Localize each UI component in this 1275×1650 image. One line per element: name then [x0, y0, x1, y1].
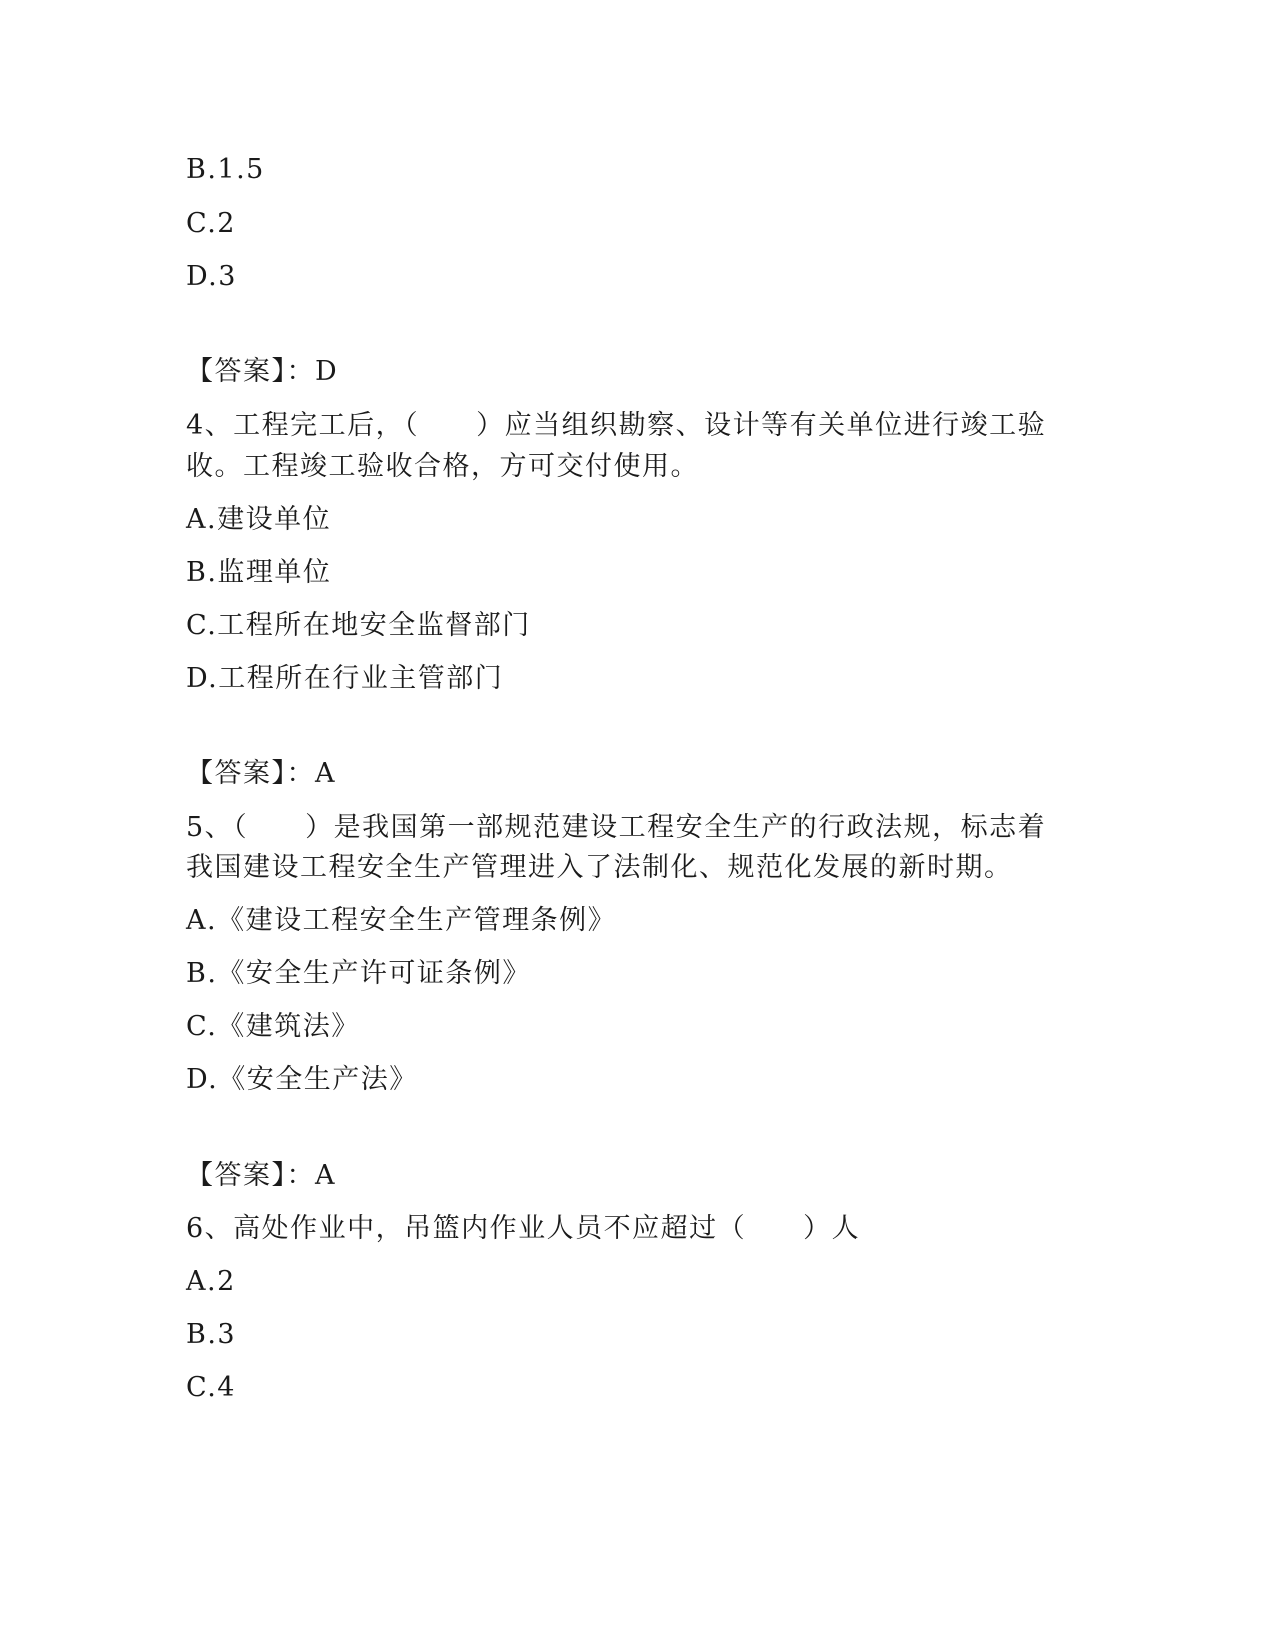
q6-stem-line1: 6、高处作业中，吊篮内作业人员不应超过（ ）人	[186, 1213, 861, 1244]
q4-stem-line1: 4、工程完工后，（ ）应当组织勘察、设计等有关单位进行竣工验	[186, 410, 1047, 441]
q4-answer: 【答案】：A	[186, 758, 336, 789]
prev-option-d: D.3	[186, 261, 237, 292]
q5-stem-line2: 我国建设工程安全生产管理进入了法制化、规范化发展的新时期。	[186, 852, 1013, 883]
q6-option-b: B.3	[186, 1319, 237, 1350]
prev-answer: 【答案】：D	[186, 356, 339, 387]
q5-answer: 【答案】：A	[186, 1160, 336, 1191]
prev-option-c: C.2	[186, 208, 236, 239]
q4-stem-line2: 收。工程竣工验收合格，方可交付使用。	[186, 451, 699, 482]
q4-option-c: C.工程所在地安全监督部门	[186, 610, 531, 641]
q5-option-c: C.《建筑法》	[186, 1011, 360, 1042]
q4-option-d: D.工程所在行业主管部门	[186, 663, 504, 694]
q5-option-b: B.《安全生产许可证条例》	[186, 958, 531, 989]
q4-option-b: B.监理单位	[186, 557, 332, 588]
q5-stem-line1: 5、（ ）是我国第一部规范建设工程安全生产的行政法规，标志着	[186, 812, 1047, 843]
prev-option-b: B.1.5	[186, 154, 265, 185]
q6-option-c: C.4	[186, 1372, 236, 1403]
q4-option-a: A.建设单位	[186, 504, 332, 535]
q5-option-a: A.《建设工程安全生产管理条例》	[186, 905, 617, 936]
q5-option-d: D.《安全生产法》	[186, 1064, 418, 1095]
q6-option-a: A.2	[186, 1266, 236, 1297]
